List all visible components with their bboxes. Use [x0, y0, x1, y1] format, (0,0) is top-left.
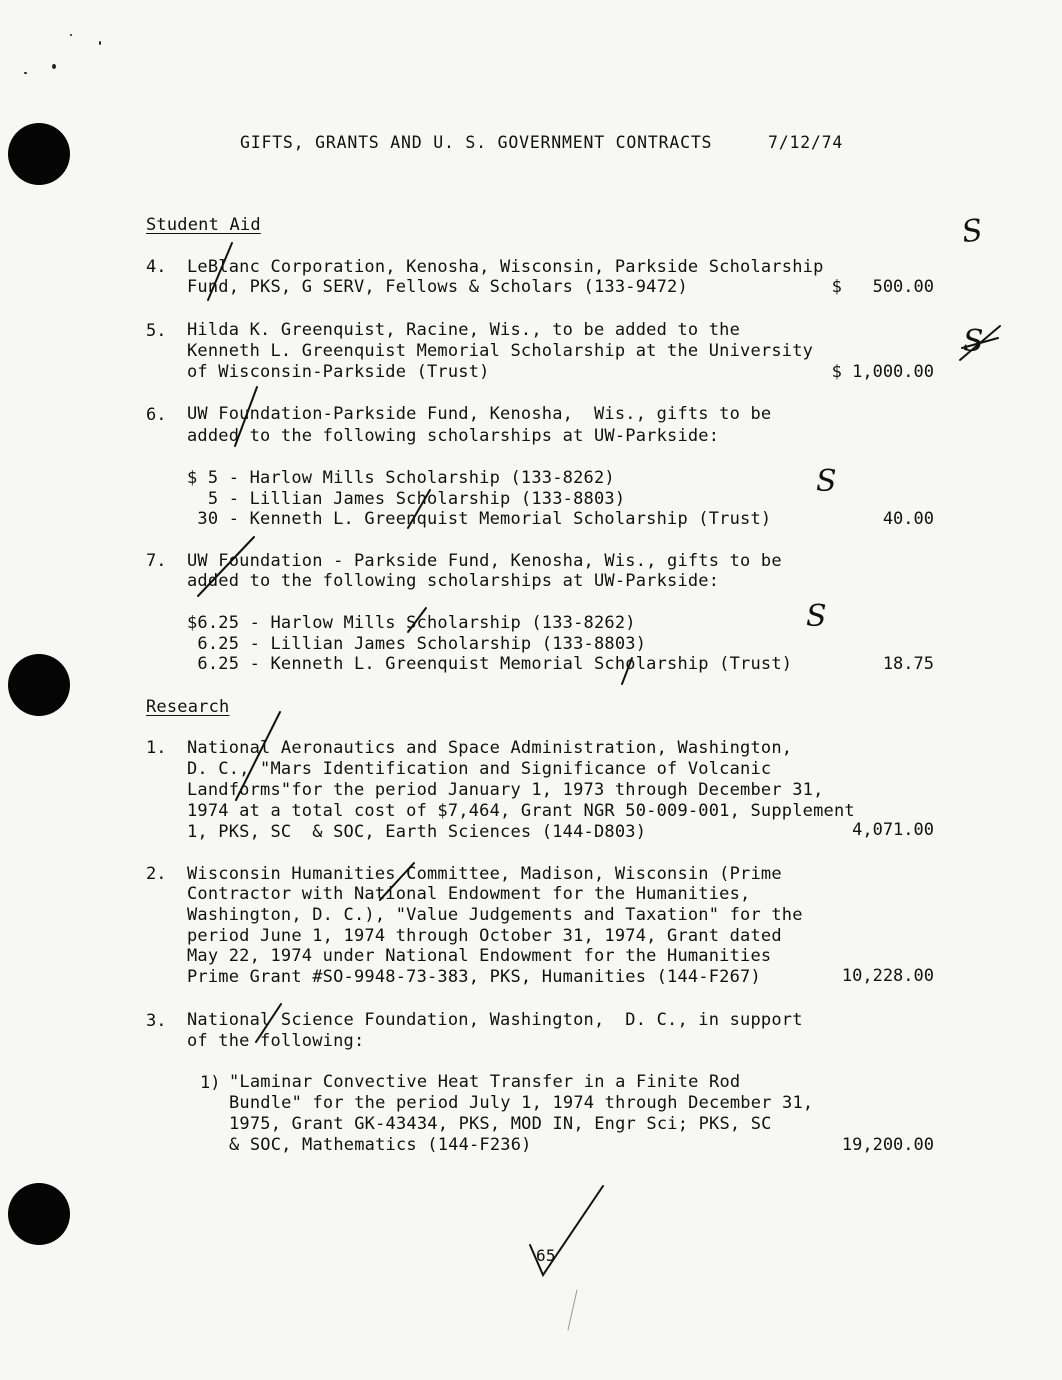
binder-hole-middle [8, 654, 70, 716]
item-number: 5. [146, 321, 167, 341]
item-number: 2. [146, 864, 167, 884]
scholarship-line: 6.25 - Kenneth L. Greenquist Memorial Scholarship (Trust) [187, 654, 793, 674]
item-text-line: National Aeronautics and Space Administration, Washington, [187, 738, 793, 758]
item-text-line: UW Foundation - Parkside Fund, Kenosha, Wis., gifts to be [187, 551, 782, 571]
item-text-line: LeBlanc Corporation, Kenosha, Wisconsin, Parkside Scholarship [187, 257, 824, 277]
item-text-line: Landforms"for the period January 1, 1973 through December 31, [187, 780, 824, 800]
pencil-stroke [568, 1290, 577, 1330]
item-text-line: of the following: [187, 1031, 365, 1051]
scan-speck [70, 34, 72, 36]
section-heading-research: Research [146, 697, 230, 717]
binder-hole-top [8, 123, 70, 185]
item-text-line: added to the following scholarships at UW-Parkside: [187, 571, 720, 591]
subitem-text-line: 1975, Grant GK-43434, PKS, MOD IN, Engr Sci; PKS, SC [229, 1114, 772, 1134]
item-number: 7. [146, 551, 167, 571]
page-number: 65 [536, 1246, 556, 1265]
item-number: 3. [146, 1011, 167, 1031]
scholarship-line: $ 5 - Harlow Mills Scholarship (133-8262) [187, 468, 615, 488]
subitem-text-line: "Laminar Convective Heat Transfer in a Finite Rod [229, 1072, 741, 1092]
item-number: 6. [146, 405, 167, 425]
item-text-line: added to the following scholarships at UW-Parkside: [187, 426, 720, 446]
item-amount: 18.75 [882, 654, 934, 674]
binder-hole-bottom [8, 1183, 70, 1245]
item-text-line: of Wisconsin-Parkside (Trust) [187, 362, 490, 382]
item-text-line: Prime Grant #SO-9948-73-383, PKS, Humanities (144-F267) [187, 967, 761, 987]
scholarship-line: 30 - Kenneth L. Greenquist Memorial Scholarship (Trust) [187, 509, 772, 529]
scan-speck [99, 41, 101, 45]
item-text-line: National Science Foundation, Washington, D. C., in support [187, 1010, 803, 1030]
section-heading-student-aid: Student Aid [146, 215, 261, 235]
item-text-line: Wisconsin Humanities Committee, Madison, Wisconsin (Prime [187, 864, 782, 884]
document-title: GIFTS, GRANTS AND U. S. GOVERNMENT CONTRACTS [240, 133, 713, 152]
item-text-line: D. C., "Mars Identification and Significance of Volcanic [187, 759, 772, 779]
item-text-line: Hilda K. Greenquist, Racine, Wis., to be added to the [187, 320, 741, 340]
item-amount: 19,200.00 [841, 1135, 934, 1155]
scan-speck [24, 72, 27, 74]
subitem-text-line: & SOC, Mathematics (144-F236) [229, 1135, 532, 1155]
item-amount: 40.00 [882, 509, 934, 529]
margin-mark-s: S [963, 324, 984, 359]
scholarship-line: 6.25 - Lillian James Scholarship (133-8803) [187, 634, 647, 654]
document-date: 7/12/74 [768, 133, 844, 152]
item-amount: 10,228.00 [841, 966, 934, 986]
item-text-line: 1974 at a total cost of $7,464, Grant NGR 50-009-001, Supplement [187, 801, 855, 821]
item-text-line: UW Foundation-Parkside Fund, Kenosha, Wis., gifts to be [187, 404, 772, 424]
item-amount: $ 1,000.00 [831, 362, 934, 382]
item-text-line: Kenneth L. Greenquist Memorial Scholarship at the University [187, 341, 814, 361]
margin-mark-s: S [806, 599, 827, 634]
item-amount: 4,071.00 [852, 820, 934, 840]
scholarship-line: 5 - Lillian James Scholarship (133-8803) [187, 489, 626, 509]
subitem-text-line: Bundle" for the period July 1, 1974 through December 31, [229, 1093, 814, 1113]
item-number: 4. [146, 257, 167, 277]
item-text-line: period June 1, 1974 through October 31, 1974, Grant dated [187, 926, 782, 946]
item-text-line: Washington, D. C.), "Value Judgements and Taxation" for the [187, 905, 803, 925]
item-amount: $ 500.00 [831, 277, 934, 297]
item-text-line: 1, PKS, SC & SOC, Earth Sciences (144-D803) [187, 822, 647, 842]
margin-mark-s: S [816, 464, 837, 499]
subitem-number: 1) [200, 1073, 221, 1093]
item-number: 1. [146, 738, 167, 758]
item-text-line: Contractor with National Endowment for the Humanities, [187, 884, 751, 904]
margin-mark-s: S [959, 212, 986, 251]
scholarship-line: $6.25 - Harlow Mills Scholarship (133-8262) [187, 613, 636, 633]
scan-speck [52, 64, 56, 69]
item-text-line: May 22, 1974 under National Endowment for the Humanities [187, 946, 772, 966]
item-text-line: Fund, PKS, G SERV, Fellows & Scholars (133-9472) [187, 277, 688, 297]
